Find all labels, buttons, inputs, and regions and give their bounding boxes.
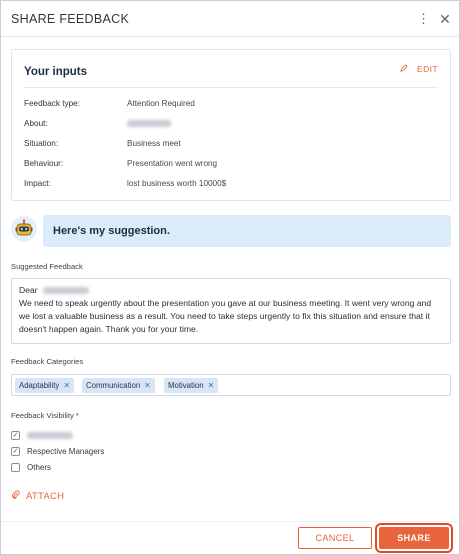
dialog-title: SHARE FEEDBACK [11, 12, 130, 26]
visibility-option-label: Others [27, 463, 52, 472]
chip-label: Communication [86, 381, 141, 390]
unchecked-box[interactable] [11, 463, 20, 472]
visibility-option-label: Respective Managers [27, 447, 105, 456]
row-value: Business meet [127, 139, 181, 148]
row-value: lost business worth 10000$ [127, 179, 227, 188]
chip-remove-icon[interactable]: ✕ [63, 381, 70, 390]
share-button[interactable]: SHARE [379, 527, 449, 549]
suggestion-banner [43, 215, 451, 247]
attach-label: ATTACH [25, 491, 65, 502]
dialog-header [1, 1, 459, 37]
input-row-feedback-type [24, 99, 195, 108]
visibility-option-label-redacted [27, 431, 73, 440]
feedback-categories-label: Feedback Categories [11, 357, 84, 366]
input-row-situation [24, 139, 181, 148]
row-label: Impact: [24, 179, 51, 188]
more-options-icon[interactable]: ⋮ [417, 11, 430, 26]
chip-label: Adaptability [19, 381, 60, 390]
robot-icon [11, 216, 37, 242]
input-row-about [24, 119, 48, 128]
row-value: Presentation went wrong [127, 159, 218, 168]
paperclip-icon [11, 491, 23, 502]
chip-remove-icon[interactable]: ✕ [144, 381, 151, 390]
category-chip [82, 378, 155, 393]
row-label: About: [24, 119, 48, 128]
edit-button[interactable] [400, 64, 438, 74]
input-row-impact [24, 179, 227, 188]
edit-label: EDIT [417, 64, 438, 74]
inputs-title: Your inputs [24, 66, 88, 78]
checkmark-icon[interactable]: ✓ [12, 448, 19, 455]
pencil-icon [400, 64, 411, 74]
feedback-body: We need to speak urgently about the presentation you gave at our business meeting. It went very wrong and we lost a valuable business as a result. You need to take steps urgently to fix this situation and ensure that it doesn't happen again. Thank you for your time. [19, 298, 432, 334]
category-chip [15, 378, 74, 393]
suggestion-text: Here's my suggestion. [53, 225, 170, 237]
suggested-feedback-label: Suggested Feedback [11, 262, 83, 271]
chip-label: Motivation [168, 381, 204, 390]
cancel-button[interactable]: CANCEL [298, 527, 372, 549]
feedback-greeting: Dear [19, 285, 38, 295]
card-divider [24, 87, 438, 88]
input-row-behaviour [24, 159, 218, 168]
footer-divider [1, 521, 459, 522]
attach-button[interactable] [11, 490, 64, 502]
row-label: Feedback type: [24, 99, 80, 108]
redacted-name [43, 287, 89, 294]
suggested-feedback-textarea[interactable] [11, 278, 451, 344]
inputs-card [11, 49, 451, 201]
row-value: Attention Required [127, 99, 195, 108]
row-value-redacted [127, 119, 171, 128]
row-label: Behaviour: [24, 159, 64, 168]
feedback-greeting-line [19, 284, 443, 297]
checkmark-icon[interactable]: ✓ [12, 432, 19, 439]
feedback-categories-input[interactable] [11, 374, 451, 396]
close-icon[interactable]: ✕ [439, 11, 451, 27]
category-chip [164, 378, 218, 393]
feedback-visibility-label: Feedback Visibility * [11, 411, 79, 420]
chip-remove-icon[interactable]: ✕ [207, 381, 215, 390]
row-label: Situation: [24, 139, 59, 148]
